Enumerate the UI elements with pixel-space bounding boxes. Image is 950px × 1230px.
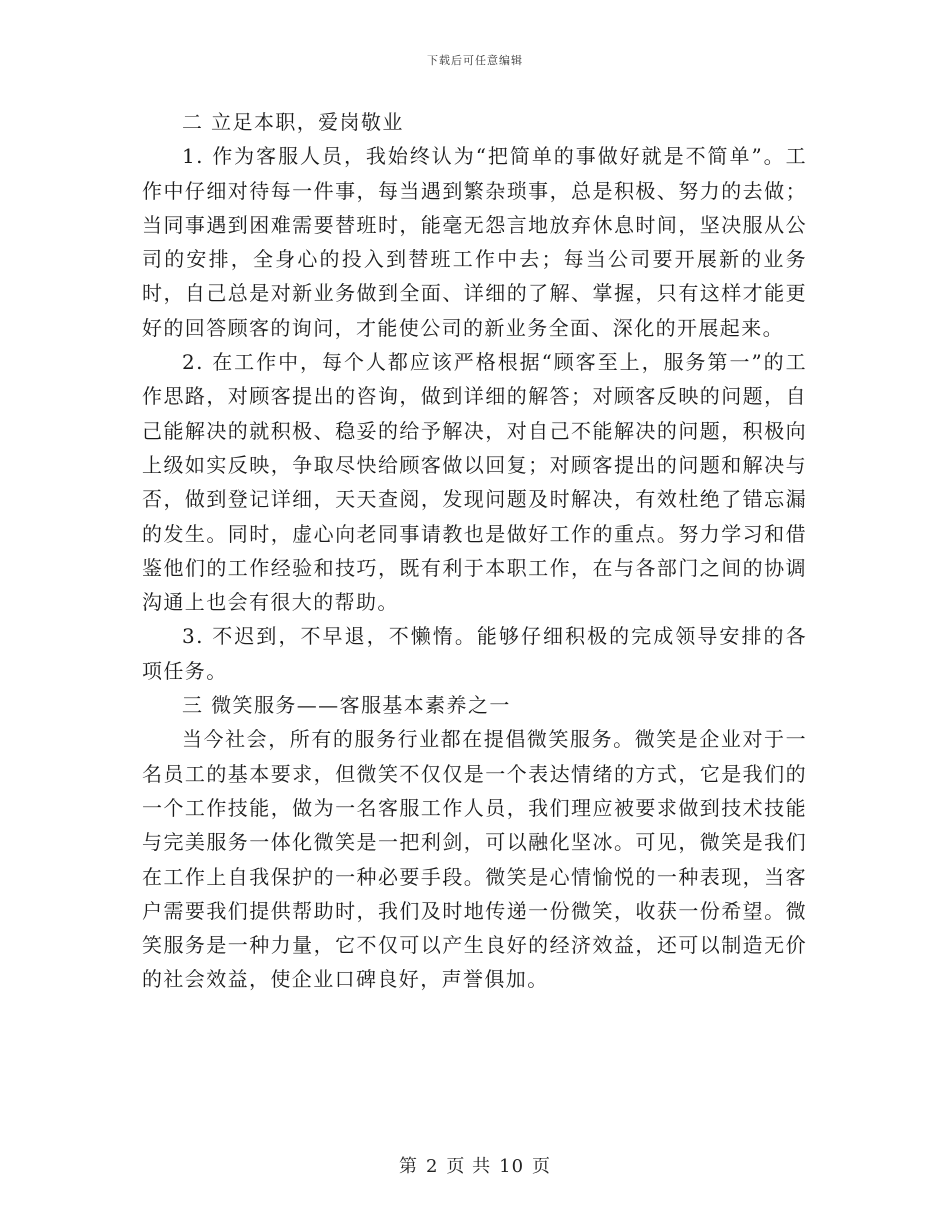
section-heading-2: 二 立足本职，爱岗敬业 [182, 110, 404, 134]
page-footer [0, 1152, 950, 1178]
paragraph-item-2: 2. 在工作中，每个人都应该严格根据“顾客至上，服务第一”的工作思路，对顾客提出的咨询，做到详细的解答；对顾客反映的问题，自己能解决的就积极、稳妥的给予解决，对自己不能解决的问题，积极向上级如实反映，争取尽快给顾客做以回复；对顾客提出的问题和解决与否，做到登记详细，天天查阅，发现问题及时解决，有效杜绝了错忘漏的发生。同时，虚心向老同事请教也是做好工作的重点。努力学习和借鉴他们的工作经验和技巧，既有利于本职工作，在与各部门之间的协调沟通上也会有很大的帮助。 [142, 350, 807, 615]
footer-suffix: 页 [532, 1156, 552, 1177]
footer-total-pages: 10 [499, 1156, 525, 1177]
paragraph-item-3: 3. 不迟到，不早退，不懒惰。能够仔细积极的完成领导安排的各项任务。 [142, 624, 807, 683]
footer-prefix: 第 [398, 1156, 418, 1177]
section-heading-3: 三 微笑服务——客服基本素养之一 [182, 693, 511, 718]
header-note: 下载后可任意编辑 [427, 54, 523, 67]
paragraph-item-1: 1. 作为客服人员，我始终认为“把简单的事做好就是不简单”。工作中仔细对待每一件事，每当遇到繁杂琐事，总是积极、努力的去做；当同事遇到困难需要替班时，能毫无怨言地放弃休息时间，坚决服从公司的安排，全身心的投入到替班工作中去；每当公司要开展新的业务时，自己总是对新业务做到全面、详细的了解、掌握，只有这样才能更好的回答顾客的询问，才能使公司的新业务全面、深化的开展起来。 [142, 144, 807, 340]
paragraph-smile-service: 当今社会，所有的服务行业都在提倡微笑服务。微笑是企业对于一名员工的基本要求，但微笑不仅仅是一个表达情绪的方式，它是我们的一个工作技能，做为一名客服工作人员，我们理应被要求做到技术技能与完美服务一体化微笑是一把利剑，可以融化坚冰。可见，微笑是我们在工作上自我保护的一种必要手段。微笑是心情愉悦的一种表现，当客户需要我们提供帮助时，我们及时地传递一份微笑，收获一份希望。微笑服务是一种力量，它不仅可以产生良好的经济效益，还可以制造无价的社会效益，使企业口碑良好，声誉俱加。 [142, 727, 807, 992]
footer-page-number: 2 [425, 1156, 439, 1177]
document-body [142, 105, 807, 997]
footer-middle: 页 共 [446, 1156, 492, 1177]
